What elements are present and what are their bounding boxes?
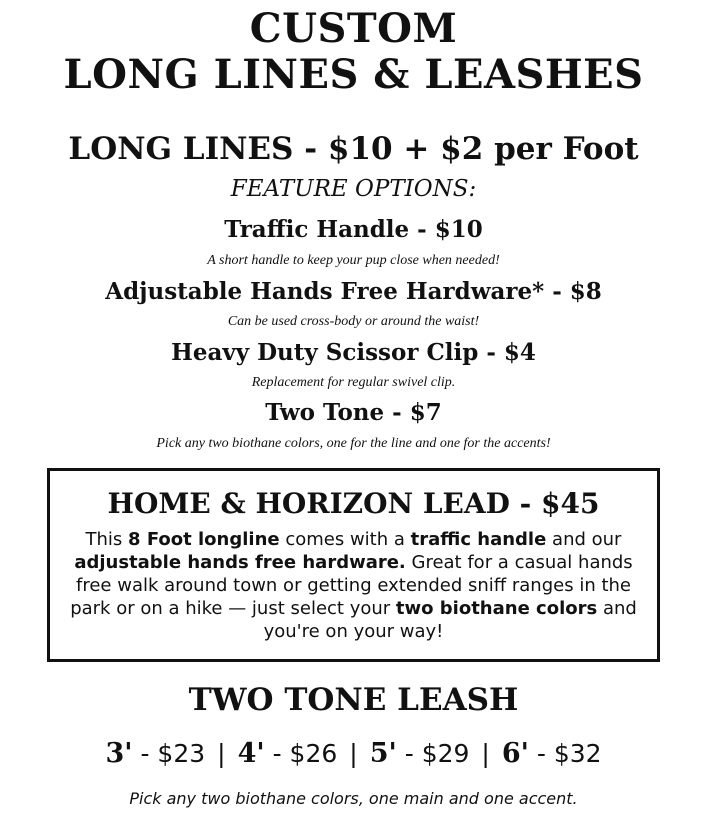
two-tone-leash-heading: TWO TONE LEASH bbox=[188, 682, 519, 718]
price-item: 6' - $32 bbox=[501, 738, 602, 769]
page-title-line-2: LONG LINES & LEASHES bbox=[63, 51, 644, 98]
home-horizon-heading: HOME & HORIZON LEAD - $45 bbox=[107, 487, 600, 520]
option-name: Adjustable Hands Free Hardware* - $8 bbox=[105, 278, 602, 305]
price-item: 4' - $26 bbox=[237, 738, 338, 769]
feature-options-heading: FEATURE OPTIONS: bbox=[230, 176, 477, 202]
body-bold-text: 8 Foot longline bbox=[128, 529, 280, 550]
price-separator: | bbox=[217, 739, 226, 768]
home-horizon-description bbox=[56, 528, 651, 643]
price-item: 3' - $23 bbox=[105, 738, 206, 769]
body-bold-text: two biothane colors bbox=[395, 598, 598, 619]
home-horizon-lead-box bbox=[47, 468, 660, 662]
option-description: Can be used cross-body or around the waist! bbox=[227, 314, 480, 329]
option-name: Traffic Handle - $10 bbox=[224, 216, 483, 243]
body-text: comes with a bbox=[279, 529, 411, 550]
body-bold-text: traffic handle bbox=[410, 529, 547, 550]
option-name: Two Tone - $7 bbox=[265, 399, 442, 426]
long-lines-heading: LONG LINES - $10 + $2 per Foot bbox=[68, 131, 639, 167]
page-title-line-1: CUSTOM bbox=[249, 5, 458, 52]
two-tone-leash-note: Pick any two biothane colors, one main and one accent. bbox=[129, 789, 578, 808]
body-text: This bbox=[85, 529, 129, 550]
body-text: and you're on your way! bbox=[263, 598, 637, 642]
body-bold-text: adjustable hands free hardware. bbox=[74, 552, 406, 573]
price-separator: | bbox=[481, 739, 490, 768]
option-description: Pick any two biothane colors, one for the line and one for the accents! bbox=[156, 436, 551, 451]
price-item: 5' - $29 bbox=[369, 738, 470, 769]
option-name: Heavy Duty Scissor Clip - $4 bbox=[171, 339, 536, 366]
body-text: and our bbox=[546, 529, 622, 550]
leash-price-list bbox=[0, 738, 707, 769]
price-separator: | bbox=[349, 739, 358, 768]
option-description: Replacement for regular swivel clip. bbox=[251, 375, 456, 390]
option-description: A short handle to keep your pup close when needed! bbox=[207, 253, 500, 268]
body-text: Great for a casual hands free walk around town or getting extended sniff ranges in the park or on a hike — just select your bbox=[70, 552, 633, 619]
